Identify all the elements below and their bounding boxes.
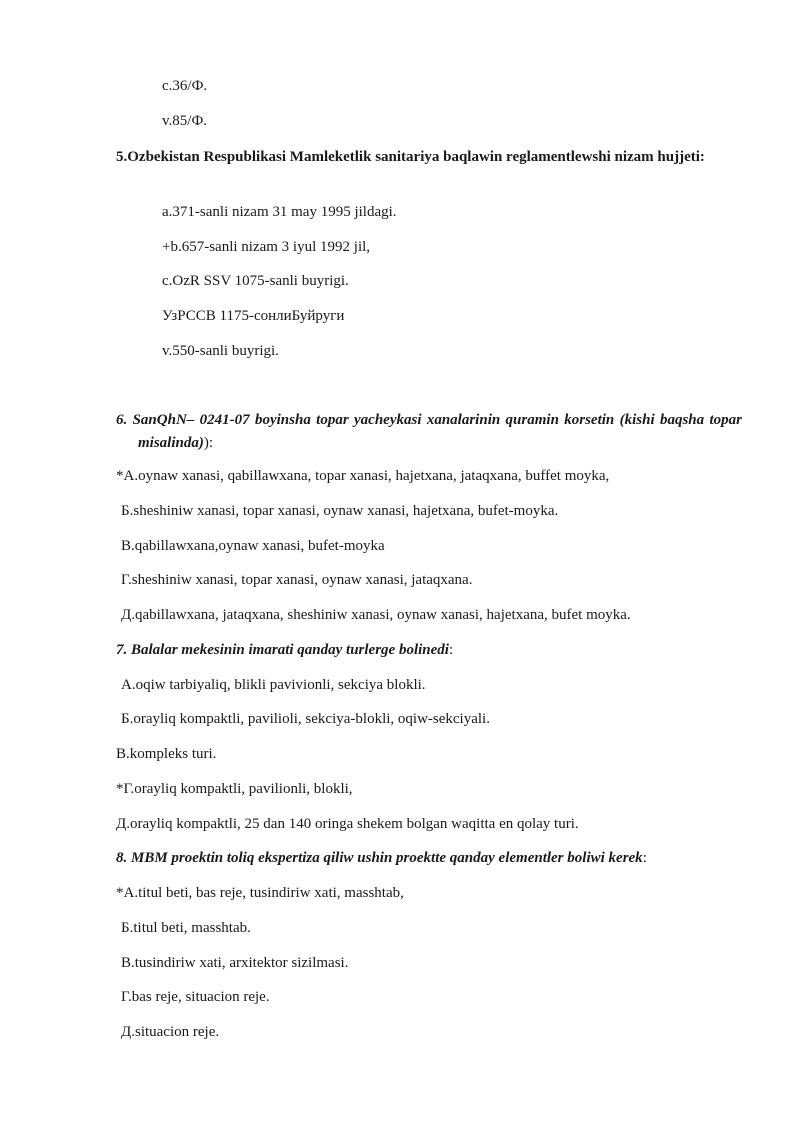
answer-option: B.kompleks turi.: [116, 746, 217, 762]
answer-option: Б.orayliq kompaktli, pavilioli, sekciya-blokli, oqiw-sekciyali.: [121, 711, 490, 727]
answer-option: v.550-sanli buyrigi.: [162, 343, 279, 359]
question-6-text: 6. SanQhN– 0241-07 boyinsha topar yacheykasi xanalarinin quramin korsetin (kishi baqsha topar misalinda): [116, 412, 742, 451]
answer-option: c.OzR SSV 1075-sanli buyrigi.: [162, 273, 349, 289]
answer-option: Б.titul beti, masshtab.: [121, 920, 251, 936]
answer-option: *A.oynaw xanasi, qabillawxana, topar xanasi, hajetxana, jataqxana, buffet moyka,: [116, 468, 610, 484]
question-8-end: :: [642, 850, 647, 866]
question-7: [116, 641, 453, 659]
question-6-end: ):: [203, 435, 214, 451]
answer-option: Г.sheshiniw xanasi, topar xanasi, oynaw xanasi, jataqxana.: [121, 572, 473, 588]
question-7-text: 7. Balalar mekesinin imarati qanday turlerge bolinedi: [116, 642, 449, 658]
answer-option: В.qabillawxana,oynaw xanasi, bufet-moyka: [121, 538, 385, 554]
answer-option: v.85/Ф.: [162, 113, 208, 129]
answer-option: A.oqiw tarbiyaliq, blikli pavivionli, sekciya blokli.: [121, 677, 426, 693]
question-5: 5.Ozbekistan Respublikasi Mamleketlik sanitariya baqlawin reglamentlewshi nizam hujjeti:: [116, 149, 705, 165]
answer-option: *Г.orayliq kompaktli, pavilionli, blokli,: [116, 781, 353, 797]
answer-option: +b.657-sanli nizam 3 iyul 1992 jil,: [162, 239, 371, 255]
question-6: [116, 409, 742, 455]
question-7-end: :: [448, 642, 454, 658]
answer-option: Г.bas reje, situacion reje.: [121, 989, 270, 1005]
question-8-text: 8. MBM proektin toliq ekspertiza qiliw ushin proektte qanday elementler boliwi kerek: [116, 850, 643, 866]
answer-option: Б.sheshiniw xanasi, topar xanasi, oynaw xanasi, hajetxana, bufet-moyka.: [121, 503, 559, 519]
answer-option: *A.titul beti, bas reje, tusindiriw xati, masshtab,: [116, 885, 404, 901]
answer-option: УзРССВ 1175-сонлиБуйруги: [162, 308, 345, 324]
question-8: [116, 849, 647, 867]
answer-option: Д.orayliq kompaktli, 25 dan 140 oringa shekem bolgan waqitta en qolay turi.: [116, 816, 579, 832]
answer-option: a.371-sanli nizam 31 may 1995 jildagi.: [162, 204, 397, 220]
answer-option: Д.qabillawxana, jataqxana, sheshiniw xanasi, oynaw xanasi, hajetxana, bufet moyka.: [121, 607, 631, 623]
answer-option: Д.situacion reje.: [121, 1024, 220, 1040]
answer-option: c.36/Ф.: [162, 78, 208, 94]
answer-option: В.tusindiriw xati, arxitektor sizilmasi.: [121, 955, 349, 971]
